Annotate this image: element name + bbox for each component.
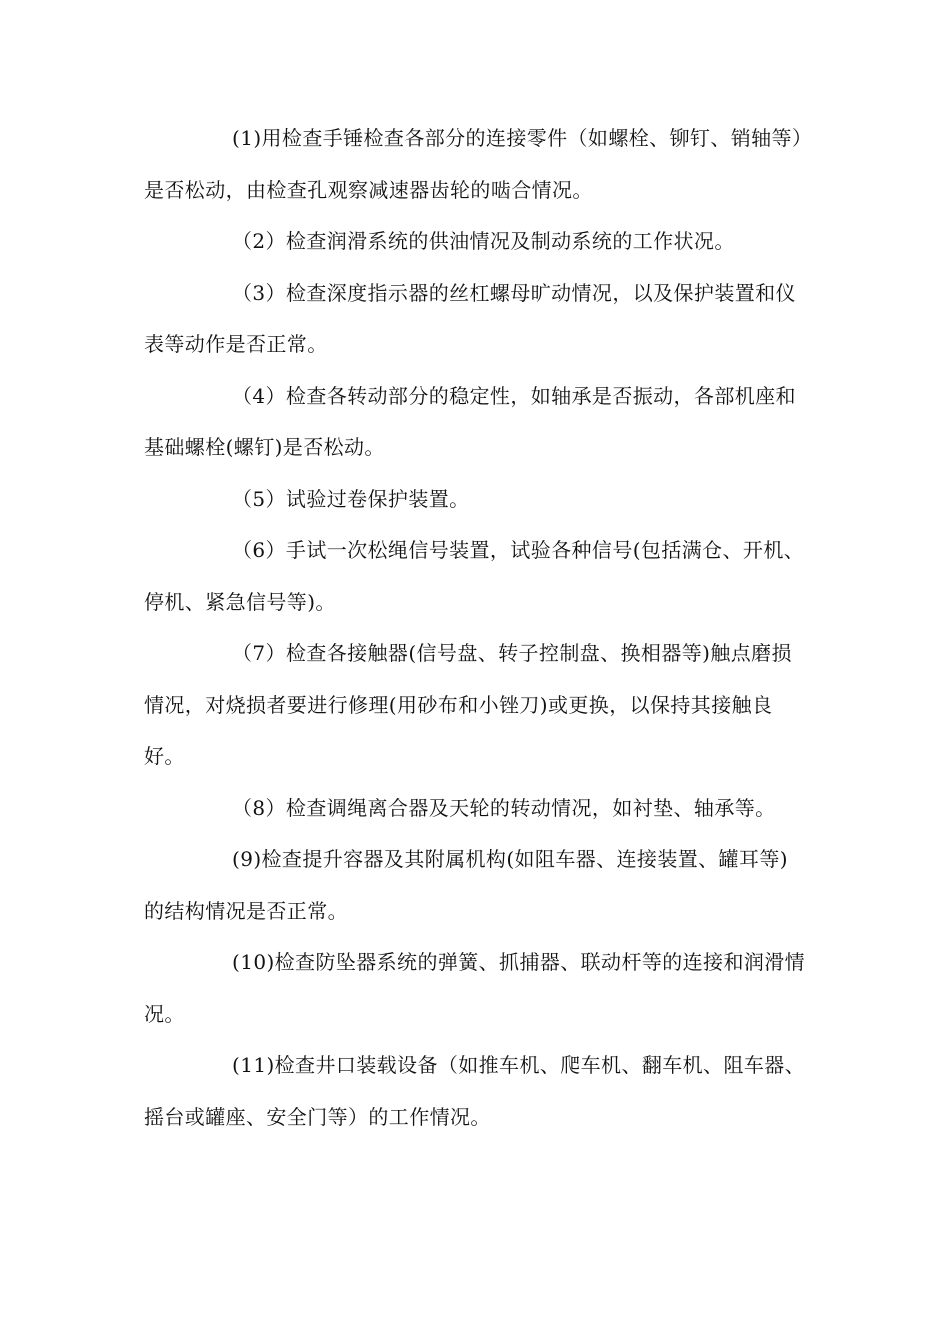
paragraph-10: (10)检查防坠器系统的弹簧、抓捕器、联动杆等的连接和润滑情况。	[144, 950, 806, 1026]
paragraph-11: (11)检查井口装载设备（如推车机、爬车机、翻车机、阻车器、摇台或罐座、安全门等）的工作情况。	[144, 1053, 806, 1129]
paragraph-7: （7）检查各接触器(信号盘、转子控制盘、换相器等)触点磨损情况，对烧损者要进行修理(用砂布和小锉刀)或更换，以保持其接触良好。	[144, 641, 792, 768]
paragraph-2: （2）检查润滑系统的供油情况及制动系统的工作状况。	[232, 229, 735, 253]
paragraph-3: （3）检查深度指示器的丝杠螺母旷动情况，以及保护装置和仪表等动作是否正常。	[144, 280, 796, 356]
paragraph-5: （5）试验过卷保护装置。	[232, 486, 470, 511]
paragraph-9: (9)检查提升容器及其附属机构(如阻车器、连接装置、罐耳等)的结构情况是否正常。	[144, 847, 788, 923]
paragraph-4: （4）检查各转动部分的稳定性，如轴承是否振动，各部机座和基础螺栓(螺钉)是否松动。	[144, 383, 796, 459]
paragraph-8: （8）检查调绳离合器及天轮的转动情况，如衬垫、轴承等。	[232, 795, 776, 820]
document-body	[144, 113, 808, 1143]
paragraph-1: (1)用检查手锤检查各部分的连接零件（如螺栓、铆钉、销轴等）是否松动，由检查孔观察减速器齿轮的啮合情况。	[144, 126, 803, 202]
paragraph-6: （6）手试一次松绳信号装置，试验各种信号(包括满仓、开机、停机、紧急信号等)。	[144, 538, 805, 614]
